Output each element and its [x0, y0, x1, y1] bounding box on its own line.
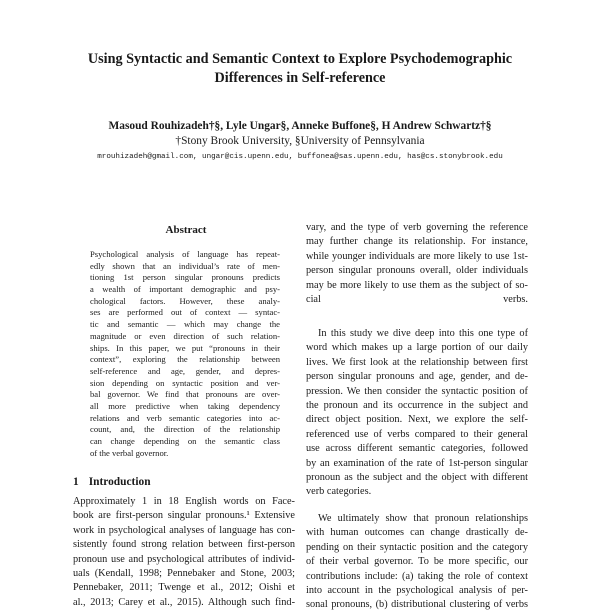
text-line: may further change its relationship. For instance, — [306, 236, 528, 248]
text-line: the pronoun and its occurrence in the subject and — [306, 399, 528, 411]
introduction-heading — [73, 475, 151, 489]
text-line: pression. We then consider the syntactic position of — [306, 385, 528, 397]
paper-title-line-1: Using Syntactic and Semantic Context to Explore Psychodemographic — [87, 51, 513, 67]
text-line: book are first-person singular pronouns.¹ Extensive — [73, 510, 295, 522]
section-number: 1 — [73, 476, 79, 488]
abstract-heading: Abstract — [165, 224, 207, 236]
text-line: Pennebaker, 2011; Twenge et al., 2012; Oishi et — [73, 582, 295, 594]
author-list: Masoud Rouhizadeh†§, Lyle Ungar§, Anneke Buffone§, H Andrew Schwartz†§ — [108, 120, 492, 132]
text-line: vary, and the type of verb governing the reference — [306, 222, 528, 233]
text-line: ses are performed out of context — syntac- — [90, 307, 280, 318]
text-line: chological factors. However, these analy- — [90, 295, 280, 306]
text-line: direct object position. Next, we explore the self- — [306, 414, 528, 426]
text-line: al., 2013; Carey et al., 2015). Although such find- — [73, 596, 295, 608]
text-line: while younger individuals are more likely to use 1st- — [306, 250, 528, 262]
author-emails: mrouhizadeh@gmail.com, ungar@cis.upenn.edu, buffonea@sas.upenn.edu, has@cs.stonybrook.edu — [97, 153, 503, 161]
text-line: pending on their syntactic position and the category — [306, 541, 528, 553]
text-line: tioning 1st person singular pronouns predicts — [90, 272, 280, 283]
text-line: sistently found strong relation between first-person — [73, 539, 295, 551]
abstract-body — [90, 249, 280, 459]
text-line: count, and, the direction of the relationship — [90, 424, 280, 435]
text-line: sonal pronouns, (b) distributional clustering of verbs — [306, 599, 528, 611]
text-line: context”, exploring the relationship between — [90, 354, 280, 365]
text-line: may be more likely to use them as the subject of so- — [306, 279, 528, 291]
right-column-paragraph-2 — [306, 327, 528, 500]
text-line: of their verbal governor. To be more specific, our — [306, 556, 528, 568]
text-line: self-reference and age, gender, and depres- — [90, 365, 280, 376]
text-line: into account in the psychological analysis of per- — [306, 584, 528, 596]
text-line: contributions include: (a) taking the role of context — [306, 570, 528, 582]
text-line: We ultimately show that pronoun relationships — [318, 513, 528, 524]
text-line: magnitude or even direction of such relation- — [90, 330, 280, 341]
text-line: relations and verb semantic categories into ac- — [90, 412, 280, 423]
text-line: by an examination of the rate of 1st-person singular — [306, 457, 528, 469]
text-line: cial verbs. — [306, 293, 528, 305]
paper-title-line-2: Differences in Self-reference — [214, 70, 386, 86]
text-line: pronoun as the subject and the object with different — [306, 471, 528, 483]
text-line: person singular pronouns overall, older individuals — [306, 265, 528, 277]
text-line: with human outcomes can change drastically de- — [306, 527, 528, 539]
text-line: word which makes up a large portion of our daily — [306, 342, 528, 354]
section-title: Introduction — [88, 476, 151, 488]
text-line: of the verbal governor. — [90, 447, 169, 458]
text-line: use across different semantic categories, followed — [306, 443, 528, 455]
text-line: lives. We first look at the relationship between first — [306, 356, 528, 368]
text-line: all more predictive when taking dependency — [90, 400, 280, 411]
text-line: work in psychological analyses of language has con- — [73, 524, 295, 536]
right-column-paragraph-1 — [306, 221, 528, 307]
text-line: Approximately 1 in 18 English words on Face- — [73, 496, 295, 507]
text-line: person singular pronouns and age, gender, and de- — [306, 371, 528, 383]
text-line: verb categories. — [306, 486, 372, 498]
text-line: bal governor. We find that pronouns are over- — [90, 389, 280, 400]
text-line: Psychological analysis of language has repeat- — [90, 249, 280, 259]
text-line: sion depending on syntactic position and ver- — [90, 377, 280, 388]
text-line: In this study we dive deep into this one type of — [318, 328, 528, 339]
text-line: uals (Kendall, 1998; Pennebaker and Stone, 2003; — [73, 567, 295, 579]
text-line: a wealth of important demographic and psy- — [90, 284, 280, 295]
right-column-paragraph-3 — [306, 512, 528, 613]
text-line: referenced use of verbs compared to their general — [306, 428, 528, 440]
text-line: can change depending on the semantic class — [90, 436, 280, 446]
text-line: ships. In this paper, we put “pronouns in their — [90, 342, 280, 353]
affiliations: †Stony Brook University, §University of Pennsylvania — [175, 135, 425, 147]
introduction-body — [73, 495, 295, 610]
paper-title — [40, 50, 560, 88]
text-line: edly shown that an individual’s rate of men- — [90, 260, 280, 271]
text-line: tic and semantic — which may change the — [90, 319, 280, 330]
text-line: pronoun use and psychological attributes of individ- — [73, 553, 295, 565]
